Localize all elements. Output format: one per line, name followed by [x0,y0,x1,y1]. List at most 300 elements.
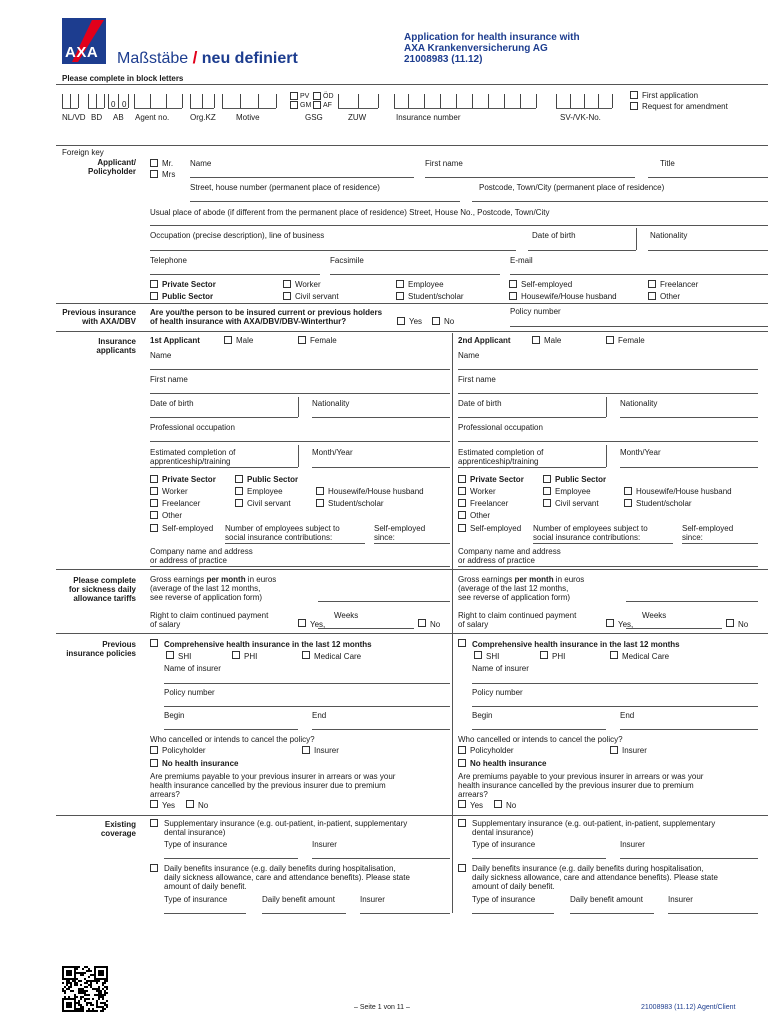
applicant-dob-field[interactable] [150,417,298,418]
previous-axa-question-line2: of health insurance with AXA/DBV/DBV-Winterthur? [150,317,347,326]
weeks-label: Weeks [642,611,667,620]
title-label: Title [660,159,675,168]
applicant-first-name-label: First name [458,375,496,384]
applicant-column-divider [452,333,453,913]
supp-type-label: Type of insurance [472,840,536,849]
policy-number-field[interactable] [510,326,768,327]
previous-axa-yes-label: Yes [409,317,423,326]
ab-label: AB [113,113,124,122]
gross-earnings-line2: (average of the last 12 months, [458,584,569,593]
postcode-field[interactable] [472,201,768,202]
applicant-month-year-label: Month/Year [312,448,353,457]
applicant-occupation-label: Professional occupation [150,423,235,432]
applicant-public-sector-checkbox[interactable] [543,475,551,483]
form-code: 21008983 (11.12) Agent/Client [641,1004,736,1011]
comprehensive-checkbox[interactable] [150,639,158,647]
applicant-num-employees-field[interactable] [533,543,673,544]
begin-field[interactable] [164,729,298,730]
applicant-self-since-label: Self-employed since: [374,524,426,542]
section-previous-axa: Previous insurance with AXA/DBV [62,308,136,326]
applicant-heading: 2nd Applicant [458,336,511,345]
request-amendment-checkbox[interactable] [630,102,638,110]
telephone-field[interactable] [150,274,320,275]
code-zero-1: 0 [111,100,116,109]
applicant-est-completion-label: Estimated completion of apprenticeship/training [150,448,236,466]
applicant-num-employees-label: Number of employees subject to social insurance contributions: [225,524,340,542]
daily-amount-field[interactable] [570,913,654,914]
daily-type-label: Type of insurance [164,895,228,904]
section-existing-coverage: Existing coverage [100,820,136,838]
freelancer-label: Freelancer [660,280,699,289]
applicant-other-checkbox[interactable] [458,511,466,519]
applicant-freelancer-checkbox[interactable] [458,499,466,507]
no-health-label: No health insurance [470,759,547,768]
facsimile-label: Facsimile [330,256,364,265]
insurance-number-label: Insurance number [396,113,461,122]
weeks-field[interactable] [626,628,722,629]
foreign-key-label: Foreign key [62,148,104,157]
qr-code [62,966,108,1012]
salary-yes-checkbox[interactable] [606,619,614,627]
gm-checkbox[interactable] [290,101,298,109]
applicant-first-name-label: First name [150,375,188,384]
prev-policy-number-field[interactable] [472,706,758,707]
name-field[interactable] [190,177,414,178]
slogan-part1: Maßstäbe [117,50,189,67]
supp-insurer-label: Insurer [312,840,337,849]
medical-care-checkbox[interactable] [302,651,310,659]
telephone-label: Telephone [150,256,187,265]
applicant-private-sector-label: Private Sector [470,475,524,484]
gross-earnings-field[interactable] [318,601,450,602]
dob-label: Date of birth [532,231,576,240]
employee-checkbox[interactable] [396,280,404,288]
begin-label: Begin [164,711,185,720]
dob-field[interactable] [528,250,636,251]
premiums-label: Are premiums payable to your previous insurer in arrears or was your health insurance cancelled by the previous insurer due to premium arrears? [458,772,704,799]
shi-checkbox[interactable] [474,651,482,659]
email-label: E-mail [510,256,533,265]
application-title-line2: AXA Krankenversicherung AG [404,43,548,54]
applicant-nationality-label: Nationality [312,399,350,408]
supplementary-label: Supplementary insurance (e.g. out-patient, in-patient, supplementary dental insurance) [472,819,716,837]
applicant-month-year-field[interactable] [312,467,450,468]
right-claim-label: Right to claim continued payment of salary [150,611,269,629]
applicant-employee-checkbox[interactable] [235,487,243,495]
applicant-housewife-label: Housewife/House husband [328,487,424,496]
applicant-self-employed-checkbox[interactable] [458,524,466,532]
application-title-line3: 21008983 (11.12) [404,54,483,65]
mrs-label: Mrs [162,170,176,179]
applicant-civil-servant-checkbox[interactable] [543,499,551,507]
daily-benefits-label: Daily benefits insurance (e.g. daily benefits during hospitalisation, daily sickness allowance, care and attendance benefits). Please state amount of daily benefit. [164,864,410,891]
section-applicant: Applicant/ Policyholder [87,158,136,176]
gross-earnings-bold: per month [206,575,246,584]
civil-servant-checkbox[interactable] [283,292,291,300]
pv-checkbox[interactable] [290,92,298,100]
applicant-private-sector-checkbox[interactable] [458,475,466,483]
male-checkbox[interactable] [532,336,540,344]
policyholder-checkbox[interactable] [150,746,158,754]
pv-label: PV [300,93,310,100]
premiums-yes-checkbox[interactable] [150,800,158,808]
applicant-housewife-checkbox[interactable] [316,487,324,495]
applicant-private-sector-checkbox[interactable] [150,475,158,483]
right-claim-label: Right to claim continued payment of salary [458,611,577,629]
block-letters-note: Please complete in block letters [62,74,184,83]
applicant-student-label: Student/scholar [328,499,384,508]
street-label: Street, house number (permanent place of residence) [190,183,380,192]
student-label: Student/scholar [408,292,464,301]
supp-insurer-field[interactable] [620,858,758,859]
applicant-nationality-field[interactable] [312,417,450,418]
email-field[interactable] [510,274,768,275]
applicant-occupation-field[interactable] [458,441,758,442]
street-field[interactable] [190,201,460,202]
applicant-self-since-field[interactable] [374,543,450,544]
gross-earnings-pre: Gross earnings [150,575,207,584]
orgkz-label: Org.KZ [190,113,216,122]
applicant-student-checkbox[interactable] [624,499,632,507]
medical-care-label: Medical Care [622,652,670,661]
request-amendment-label: Request for amendment [642,102,728,111]
self-employed-label: Self-employed [521,280,573,289]
applicant-month-year-label: Month/Year [620,448,661,457]
applicant-occupation-field[interactable] [150,441,450,442]
applicant-worker-label: Worker [162,487,188,496]
private-sector-checkbox[interactable] [150,280,158,288]
phi-checkbox[interactable] [232,651,240,659]
gross-earnings-label [458,575,584,584]
comprehensive-label: Comprehensive health insurance in the last 12 months [164,640,372,649]
daily-benefits-label: Daily benefits insurance (e.g. daily benefits during hospitalisation, daily sickness allowance, care and attendance benefits). Please state amount of daily benefit. [472,864,718,891]
daily-type-field[interactable] [164,913,246,914]
female-checkbox[interactable] [298,336,306,344]
postcode-label: Postcode, Town/City (permanent place of residence) [479,183,665,192]
supplementary-checkbox[interactable] [150,819,158,827]
daily-amount-label: Daily benefit amount [570,895,643,904]
title-field[interactable] [648,177,768,178]
applicant-dob-label: Date of birth [150,399,194,408]
applicant-month-year-field[interactable] [620,467,758,468]
af-checkbox[interactable] [313,101,321,109]
applicant-other-label: Other [470,511,491,520]
female-label: Female [618,336,645,345]
applicant-public-sector-label: Public Sector [247,475,299,484]
no-health-checkbox[interactable] [458,759,466,767]
applicant-name-field[interactable] [458,369,758,370]
mr-label: Mr. [162,159,174,168]
motive-label: Motive [236,113,260,122]
od-label: ÖD [323,93,334,100]
page-number: – Seite 1 von 11 – [354,1004,410,1011]
salary-yes-label: Yes, [310,620,326,629]
applicant-est-completion-field[interactable] [458,467,606,468]
insurer-label: Insurer [622,746,647,755]
daily-insurer-field[interactable] [360,913,450,914]
qr-code-graphic [62,966,108,1012]
shi-label: SHI [178,652,192,661]
nlvd-label: NL/VD [62,113,86,122]
gross-earnings-line3: see reverse of application form) [150,593,263,602]
applicant-dob-field[interactable] [458,417,606,418]
applicant-self-since-field[interactable] [682,543,758,544]
daily-type-label: Type of insurance [472,895,536,904]
premiums-yes-label: Yes [470,801,484,810]
end-label: End [312,711,327,720]
first-name-label: First name [425,159,463,168]
supp-type-field[interactable] [472,858,606,859]
premiums-yes-checkbox[interactable] [458,800,466,808]
abode-field[interactable] [150,225,768,226]
shi-label: SHI [486,652,500,661]
applicant-name-label: Name [150,351,172,360]
name-insurer-label: Name of insurer [164,664,221,673]
weeks-field[interactable] [318,628,414,629]
bd-label: BD [91,113,103,122]
insurer-label: Insurer [314,746,339,755]
applicant-housewife-checkbox[interactable] [624,487,632,495]
applicant-public-sector-label: Public Sector [555,475,607,484]
applicant-dob-label: Date of birth [458,399,502,408]
other-checkbox[interactable] [648,292,656,300]
applicant-company-field[interactable] [150,566,450,567]
applicant-est-completion-field[interactable] [150,467,298,468]
applicant-civil-servant-checkbox[interactable] [235,499,243,507]
female-label: Female [310,336,337,345]
gm-label: GM [300,102,312,109]
nationality-field[interactable] [648,250,768,251]
header-divider [56,84,768,85]
supp-type-field[interactable] [164,858,298,859]
previous-axa-no-checkbox[interactable] [432,317,440,325]
policyholder-checkbox[interactable] [458,746,466,754]
no-health-checkbox[interactable] [150,759,158,767]
applicant-freelancer-label: Freelancer [162,499,201,508]
name-insurer-label: Name of insurer [472,664,529,673]
who-cancelled-label: Who cancelled or intends to cancel the policy? [150,735,315,744]
phi-checkbox[interactable] [540,651,548,659]
facsimile-field[interactable] [330,274,500,275]
public-sector-checkbox[interactable] [150,292,158,300]
male-label: Male [236,336,254,345]
section-insurance-applicants: Insurance applicants [96,337,136,355]
daily-insurer-field[interactable] [668,913,758,914]
supp-type-label: Type of insurance [164,840,228,849]
medical-care-checkbox[interactable] [610,651,618,659]
af-label: AF [323,102,332,109]
applicant-worker-checkbox[interactable] [458,487,466,495]
weeks-label: Weeks [334,611,359,620]
applicant-name-label: Name [458,351,480,360]
daily-type-field[interactable] [472,913,554,914]
freelancer-checkbox[interactable] [648,280,656,288]
supplementary-checkbox[interactable] [458,819,466,827]
nationality-label: Nationality [650,231,688,240]
name-insurer-field[interactable] [164,683,450,684]
applicant-civil-servant-label: Civil servant [247,499,291,508]
gross-earnings-pre: Gross earnings [458,575,515,584]
applicant-self-employed-label: Self-employed [470,524,522,533]
slogan-part2: neu definiert [201,50,298,67]
medical-care-label: Medical Care [314,652,362,661]
salary-no-label: No [738,620,749,629]
premiums-label: Are premiums payable to your previous insurer in arrears or was your health insurance cancelled by the previous insurer due to premium arrears? [150,772,396,799]
public-sector-label: Public Sector [162,292,214,301]
applicant-worker-checkbox[interactable] [150,487,158,495]
applicant-company-label: Company name and address or address of practice [458,547,561,565]
salary-no-label: No [430,620,441,629]
applicant-private-sector-label: Private Sector [162,475,216,484]
housewife-checkbox[interactable] [509,292,517,300]
insurer-checkbox[interactable] [610,746,618,754]
prev-policy-number-field[interactable] [164,706,450,707]
female-checkbox[interactable] [606,336,614,344]
phi-label: PHI [552,652,566,661]
applicant-student-checkbox[interactable] [316,499,324,507]
occupation-label: Occupation (precise description), line of business [150,231,325,240]
applicant-self-employed-label: Self-employed [162,524,214,533]
gross-earnings-field[interactable] [626,601,758,602]
section-previous-policies: Previous insurance policies [66,640,136,658]
applicant-housewife-label: Housewife/House husband [636,487,732,496]
other-label: Other [660,292,681,301]
end-field[interactable] [620,729,758,730]
applicant-student-label: Student/scholar [636,499,692,508]
application-title [404,32,580,65]
daily-benefits-checkbox[interactable] [458,864,466,872]
premiums-no-checkbox[interactable] [186,800,194,808]
applicant-first-name-field[interactable] [150,393,450,394]
applicant-employee-label: Employee [555,487,591,496]
applicant-freelancer-checkbox[interactable] [150,499,158,507]
slogan-slash: / [192,48,198,67]
axa-logo-text: AXA [65,44,99,61]
mrs-checkbox[interactable] [150,170,158,178]
begin-field[interactable] [472,729,606,730]
supp-insurer-field[interactable] [312,858,450,859]
gsg-label: GSG [305,113,323,122]
supp-insurer-label: Insurer [620,840,645,849]
zuw-label: ZUW [348,113,367,122]
applicant-num-employees-field[interactable] [225,543,365,544]
supplementary-label: Supplementary insurance (e.g. out-patient, in-patient, supplementary dental insurance) [164,819,408,837]
employee-label: Employee [408,280,444,289]
axa-logo [62,18,106,64]
name-insurer-field[interactable] [472,683,758,684]
policy-number-label: Policy number [510,307,561,316]
end-field[interactable] [312,729,450,730]
prev-policy-number-label: Policy number [472,688,523,697]
salary-no-checkbox[interactable] [726,619,734,627]
name-label: Name [190,159,212,168]
worker-checkbox[interactable] [283,280,291,288]
abode-label: Usual place of abode (if different from the permanent place of residence) Street, House No., Postcode, Town/City [150,208,550,217]
phi-label: PHI [244,652,258,661]
applicant-name-field[interactable] [150,369,450,370]
gross-earnings-post: in euros [245,575,277,584]
who-cancelled-label: Who cancelled or intends to cancel the policy? [458,735,623,744]
daily-insurer-label: Insurer [668,895,693,904]
premiums-yes-label: Yes [162,801,176,810]
svvk-label: SV-/VK-No. [560,113,601,122]
housewife-label: Housewife/House husband [521,292,617,301]
policyholder-label: Policyholder [470,746,514,755]
applicant-nationality-field[interactable] [620,417,758,418]
applicant-public-sector-checkbox[interactable] [235,475,243,483]
male-checkbox[interactable] [224,336,232,344]
previous-axa-yes-checkbox[interactable] [397,317,405,325]
daily-benefits-checkbox[interactable] [150,864,158,872]
salary-no-checkbox[interactable] [418,619,426,627]
mr-checkbox[interactable] [150,159,158,167]
slogan [117,48,298,68]
gross-earnings-line2: (average of the last 12 months, [150,584,261,593]
applicant-worker-label: Worker [470,487,496,496]
applicant-civil-servant-label: Civil servant [555,499,599,508]
male-label: Male [544,336,562,345]
private-sector-label: Private Sector [162,280,216,289]
no-health-label: No health insurance [162,759,239,768]
previous-axa-no-label: No [444,317,455,326]
applicant-employee-checkbox[interactable] [543,487,551,495]
prev-policy-number-label: Policy number [164,688,215,697]
salary-yes-checkbox[interactable] [298,619,306,627]
begin-label: Begin [472,711,493,720]
gross-earnings-label [150,575,276,584]
applicant-first-name-field[interactable] [458,393,758,394]
gross-earnings-line3: see reverse of application form) [458,593,571,602]
previous-axa-question-line1: Are you/the person to be insured current or previous holders [150,308,383,317]
comprehensive-checkbox[interactable] [458,639,466,647]
worker-label: Worker [295,280,321,289]
applicant-other-checkbox[interactable] [150,511,158,519]
applicant-num-employees-label: Number of employees subject to social insurance contributions: [533,524,648,542]
premiums-no-label: No [198,801,209,810]
applicant-nationality-label: Nationality [620,399,658,408]
shi-checkbox[interactable] [166,651,174,659]
section-sickness: Please complete for sickness daily allowance tariffs [68,576,136,603]
applicant-self-since-label: Self-employed since: [682,524,734,542]
gross-earnings-bold: per month [514,575,554,584]
applicant-freelancer-label: Freelancer [470,499,509,508]
applicant-company-field[interactable] [458,566,758,567]
applicant-self-employed-checkbox[interactable] [150,524,158,532]
premiums-no-checkbox[interactable] [494,800,502,808]
first-application-label: First application [642,91,699,100]
comprehensive-label: Comprehensive health insurance in the last 12 months [472,640,680,649]
application-title-line1: Application for health insurance with [404,32,580,43]
daily-amount-field[interactable] [262,913,346,914]
insurer-checkbox[interactable] [302,746,310,754]
code-zero-2: 0 [122,100,127,109]
first-application-checkbox[interactable] [630,91,638,99]
self-employed-checkbox[interactable] [509,280,517,288]
applicant-company-label: Company name and address or address of practice [150,547,253,565]
gross-earnings-post: in euros [553,575,585,584]
occupation-field[interactable] [150,250,516,251]
applicant-other-label: Other [162,511,183,520]
first-name-field[interactable] [425,177,635,178]
daily-insurer-label: Insurer [360,895,385,904]
applicant-employee-label: Employee [247,487,283,496]
premiums-no-label: No [506,801,517,810]
student-checkbox[interactable] [396,292,404,300]
daily-amount-label: Daily benefit amount [262,895,335,904]
applicant-est-completion-label: Estimated completion of apprenticeship/training [458,448,544,466]
od-checkbox[interactable] [313,92,321,100]
agent-no-label: Agent no. [135,113,170,122]
